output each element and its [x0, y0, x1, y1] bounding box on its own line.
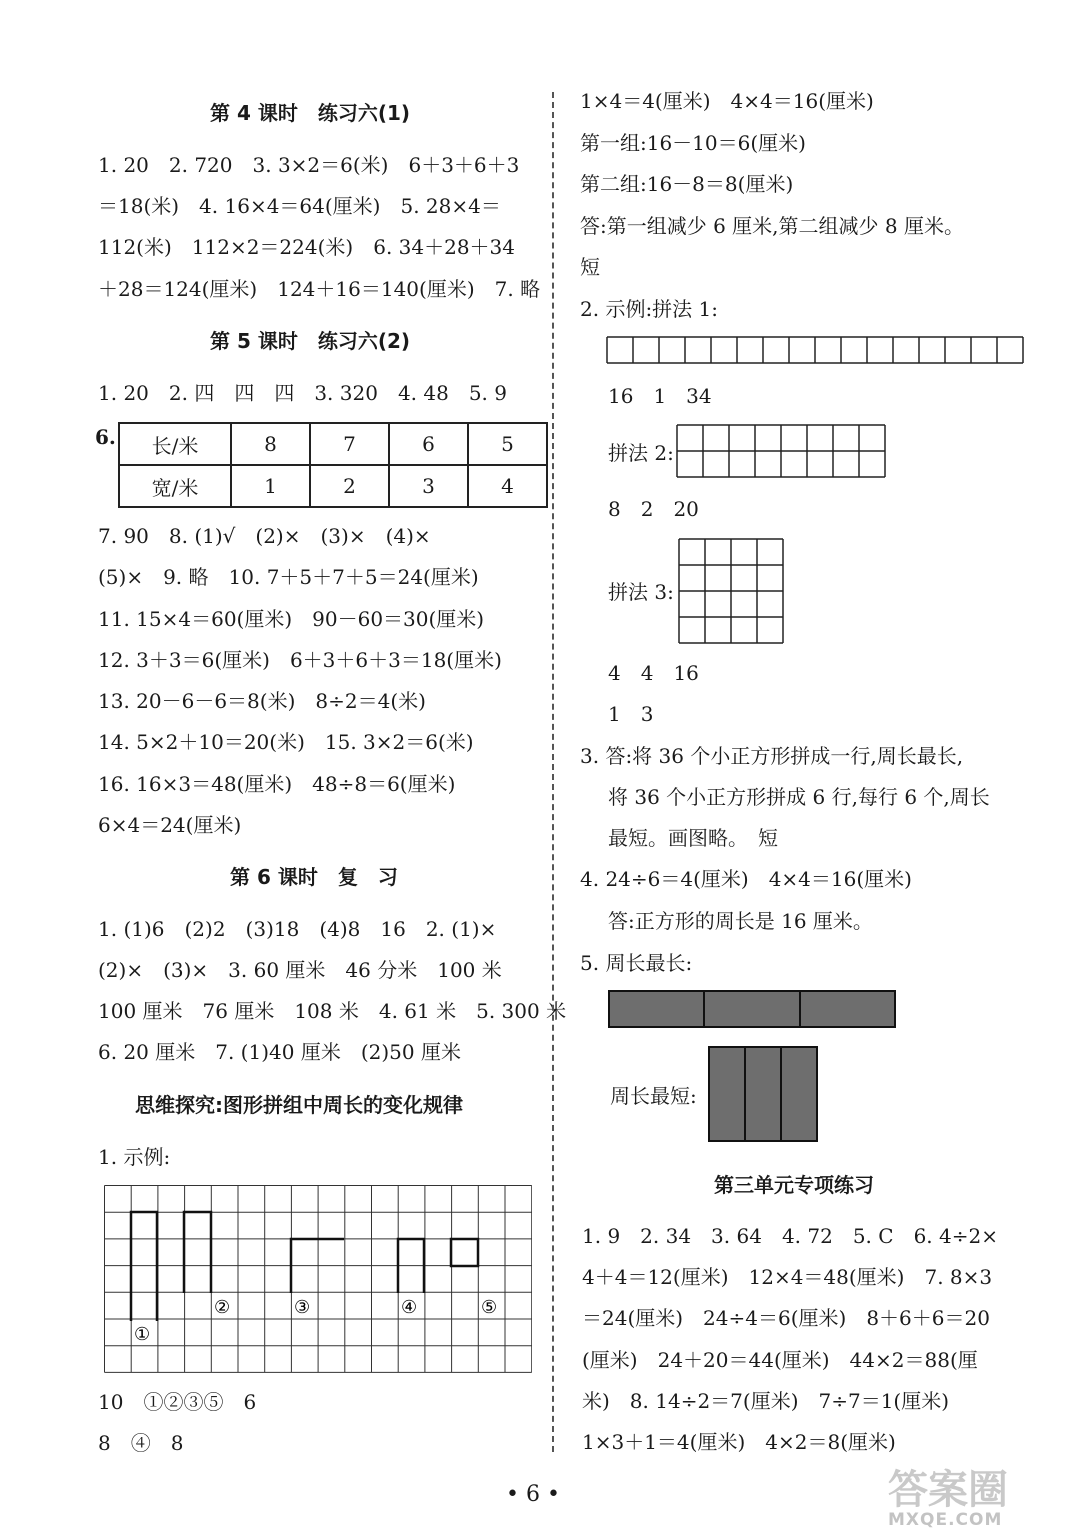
- lesson5-line8: 16. 16×3＝48(厘米) 48÷8＝6(厘米): [98, 772, 456, 796]
- table-cell: 1: [231, 465, 310, 507]
- table-cell: 2: [310, 465, 389, 507]
- circle-label-4: ④: [401, 1297, 418, 1318]
- page-number: • 6 •: [506, 1482, 560, 1507]
- unit3-line2: 4＋4＝12(厘米) 12×4＝48(厘米) 7. 8×3: [582, 1265, 993, 1289]
- q4-line2: 答:正方形的周长是 16 厘米。: [608, 909, 873, 933]
- lesson4-line3: 112(米) 112×2＝224(米) 6. 34＋28＋34: [98, 235, 516, 259]
- lesson5-line3: (5)× 9. 略 10. 7＋5＋7＋5＝24(厘米): [98, 565, 479, 589]
- q2-label: 2. 示例:拼法 1:: [580, 297, 718, 321]
- circle-label-2: ②: [214, 1297, 231, 1318]
- lesson4-line1: 1. 20 2. 720 3. 3×2＝6(米) 6＋3＋6＋3: [98, 153, 520, 177]
- lesson4-line4: ＋28＝124(厘米) 124＋16＝140(厘米) 7. 略: [98, 277, 541, 301]
- arrangement-3-figure: [678, 538, 784, 644]
- answer-line2: 8 ④ 8: [98, 1431, 184, 1455]
- shortest-perimeter-figure: [708, 1046, 818, 1142]
- example-label: 1. 示例:: [98, 1145, 171, 1169]
- shortest-perimeter-label: 周长最短:: [610, 1084, 697, 1108]
- table-cell: 4: [468, 465, 547, 507]
- arrangement-2-numbers: 8 2 20: [608, 497, 699, 521]
- arrangement-2-figure: [676, 424, 888, 480]
- q3-line2: 将 36 个小正方形拼成 6 行,每行 6 个,周长: [608, 785, 990, 809]
- q6-label: 6.: [95, 425, 116, 449]
- perimeter-grid-figure: [104, 1185, 532, 1375]
- unit3-line5: 米) 8. 14÷2＝7(厘米) 7÷7＝1(厘米): [582, 1389, 950, 1413]
- lesson4-line2: ＝18(米) 4. 16×4＝64(厘米) 5. 28×4＝: [98, 194, 501, 218]
- circle-label-3: ③: [294, 1297, 311, 1318]
- lesson6-title: 第 6 课时 复 习: [230, 865, 398, 889]
- column-divider: [552, 92, 554, 1452]
- length-width-table: [118, 422, 548, 508]
- right-line2: 第一组:16－10＝6(厘米): [580, 131, 806, 155]
- table-cell: 长/米: [119, 423, 231, 465]
- lesson5-line4: 11. 15×4＝60(厘米) 90－60＝30(厘米): [98, 607, 485, 631]
- table-cell: 6: [389, 423, 468, 465]
- shape-5-outline: [451, 1239, 478, 1266]
- watermark-site: MXQE.COM: [888, 1510, 1003, 1530]
- lesson5-line5: 12. 3＋3＝6(厘米) 6＋3＋6＋3＝18(厘米): [98, 648, 502, 672]
- lesson5-line6: 13. 20－6－6＝8(米) 8÷2＝4(米): [98, 689, 426, 713]
- arrangement-1-numbers: 16 1 34: [608, 384, 712, 408]
- lesson6-line1: 1. (1)6 (2)2 (3)18 (4)8 16 2. (1)×: [98, 917, 497, 941]
- circle-label-1: ①: [134, 1324, 151, 1345]
- table-row: [119, 423, 547, 465]
- watermark-logo-text: 答案圈: [888, 1467, 1008, 1513]
- arrangement-1-figure: [606, 336, 1024, 364]
- q4-line1: 4. 24÷6＝4(厘米) 4×4＝16(厘米): [580, 867, 912, 891]
- lesson5-line9: 6×4＝24(厘米): [98, 813, 242, 837]
- lesson6-line2: (2)× (3)× 3. 60 厘米 46 分米 100 米: [98, 958, 502, 982]
- unit3-title: 第三单元专项练习: [714, 1173, 874, 1197]
- table-cell: 8: [231, 423, 310, 465]
- shape-1-outline: [131, 1212, 157, 1321]
- lesson4-title: 第 4 课时 练习六(1): [210, 101, 411, 125]
- table-cell: 7: [310, 423, 389, 465]
- lesson6-line4: 6. 20 厘米 7. (1)40 厘米 (2)50 厘米: [98, 1040, 461, 1064]
- arrangement-3-label: 拼法 3:: [608, 580, 674, 604]
- arrangement-2-label: 拼法 2:: [608, 441, 674, 465]
- lesson5-line1: 1. 20 2. 四 四 四 3. 320 4. 48 5. 9: [98, 381, 507, 405]
- table-cell: 5: [468, 423, 547, 465]
- q5-label: 5. 周长最长:: [580, 951, 693, 975]
- unit3-line1: 1. 9 2. 34 3. 64 4. 72 5. C 6. 4÷2×: [582, 1224, 998, 1248]
- lesson5-line2: 7. 90 8. (1)√ (2)× (3)× (4)×: [98, 524, 431, 548]
- unit3-line6: 1×3＋1＝4(厘米) 4×2＝8(厘米): [582, 1430, 896, 1454]
- right-line1: 1×4＝4(厘米) 4×4＝16(厘米): [580, 89, 874, 113]
- unit3-line4: (厘米) 24＋20＝44(厘米) 44×2＝88(厘: [582, 1348, 978, 1372]
- circle-label-5: ⑤: [481, 1297, 498, 1318]
- answer-line1: 10 ①②③⑤ 6: [98, 1390, 257, 1414]
- longest-perimeter-figure: [608, 990, 896, 1028]
- table-cell: 3: [389, 465, 468, 507]
- lesson5-title: 第 5 课时 练习六(2): [210, 329, 411, 353]
- right-line4: 答:第一组减少 6 厘米,第二组减少 8 厘米。: [580, 214, 964, 238]
- arrangement-3-numbers: 4 4 16: [608, 661, 699, 685]
- table-row: [119, 465, 547, 507]
- lesson6-line3: 100 厘米 76 厘米 108 米 4. 61 米 5. 300 米: [98, 999, 567, 1023]
- thinking-title: 思维探究:图形拼组中周长的变化规律: [135, 1093, 463, 1117]
- shape-2-outline: [184, 1212, 211, 1293]
- lesson5-line7: 14. 5×2＋10＝20(米) 15. 3×2＝6(米): [98, 730, 474, 754]
- right-line3: 第二组:16－8＝8(厘米): [580, 172, 794, 196]
- arrangement-3-numbers-2: 1 3: [608, 702, 654, 726]
- q3-line3: 最短。画图略。 短: [608, 826, 778, 850]
- watermark-logo: [888, 1458, 1058, 1532]
- right-line5: 短: [580, 255, 600, 279]
- table-cell: 宽/米: [119, 465, 231, 507]
- q3-line1: 3. 答:将 36 个小正方形拼成一行,周长最长,: [580, 744, 964, 768]
- unit3-line3: ＝24(厘米) 24÷4＝6(厘米) 8＋6＋6＝20: [582, 1306, 990, 1330]
